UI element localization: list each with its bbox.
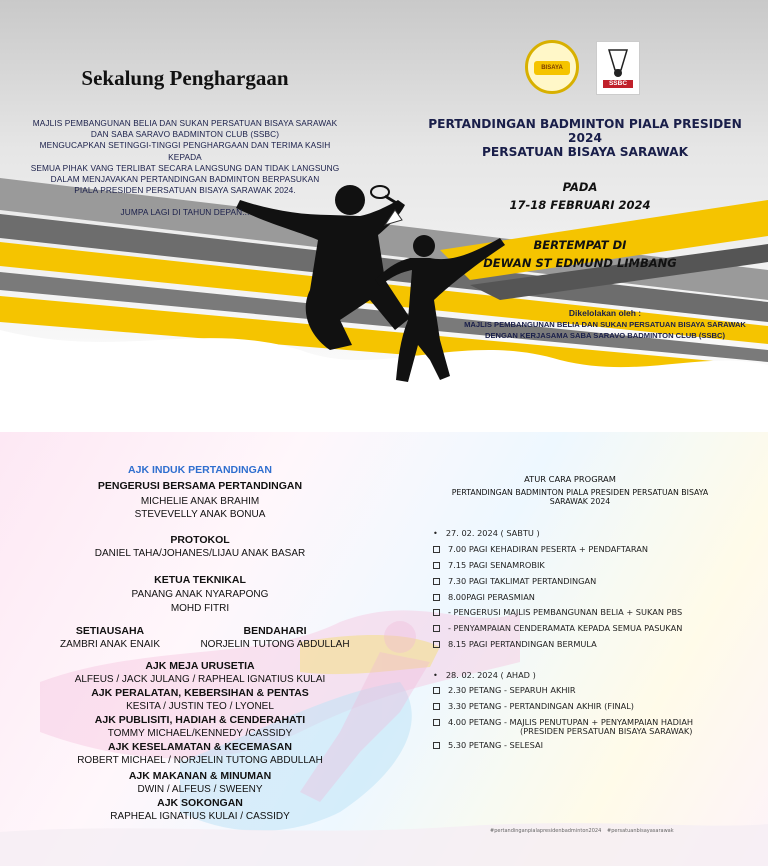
venue-line: BERTEMPAT DI [533, 238, 627, 252]
pada-text: PADA [562, 180, 598, 194]
thanks-line: SEMUA PIHAK VANG TERLIBAT SECARA LANGSUNG DAN TIDAK LANGSUNG [30, 162, 340, 173]
schedule-item-continued: (PRESIDEN PERSATUAN BISAYA SARAWAK) [520, 726, 693, 736]
thanks-line: DALAM MENJAVAKAN PERTANDINGAN BADMINTON BERPASUKAN [50, 174, 320, 185]
teknikal-name: PANANG ANAK NYARAPONG [131, 589, 269, 600]
thanks-message [15, 118, 355, 219]
schedule-item [433, 740, 543, 750]
committee-title: AJK INDUK PERTANDINGAN [128, 464, 272, 476]
thanks-line: MENGUCAPKAN SETINGGI-TINGGI PENGHARGAAN DAN TERIMA KASIH [39, 140, 331, 151]
thanks-line: MAJLIS PEMBANGUNAN BELIA DAN SUKAN PERSATUAN BISAYA SARAWAK [32, 118, 338, 128]
checkbox-icon [433, 594, 440, 601]
checkbox-icon [433, 546, 440, 553]
peralatan-names: KESITA / JUSTIN TEO / LYONEL [126, 701, 274, 712]
publisiti-names: TOMMY MICHAEL/KENNEDY /CASSIDY [107, 728, 293, 739]
bisaya-logo [525, 40, 579, 94]
organiser-line: MAJLIS PEMBANGUNAN BELIA DAN SUKAN PERSATUAN BISAYA SARAWAK [464, 320, 746, 329]
schedule-text: 2.30 PETANG - SEPARUH AKHIR [448, 685, 576, 695]
setiausaha-heading: SETIAUSAHA [75, 625, 145, 637]
hashtag: #persatuanbisayasarawak [607, 828, 674, 834]
schedule-item [433, 576, 596, 586]
page-title: Sekalung Penghargaan [81, 66, 289, 90]
schedule-text: 8.00PAGI PERASMIAN [448, 592, 535, 602]
schedule-item [433, 607, 682, 617]
see-you-text: JUMPA LAGI DI TAHUN DEPAN... [120, 207, 250, 218]
day1-heading: • 27. 02. 2024 ( SABTU ) [433, 528, 540, 538]
schedule-item [433, 544, 648, 554]
schedule-text: 8.15 PAGI PERTANDINGAN BERMULA [448, 639, 597, 649]
day2-heading: • 28. 02. 2024 ( AHAD ) [433, 670, 536, 680]
schedule-text: 7.00 PAGI KEHADIRAN PESERTA + PENDAFTARAN [448, 544, 648, 554]
event-date [470, 178, 690, 214]
event-title-line: PERTANDINGAN BADMINTON PIALA PRESIDEN 2024 [428, 117, 742, 145]
schedule-text: 5.30 PETANG - SELESAI [448, 740, 544, 750]
thanks-line: DAN SABA SARAVO BADMINTON CLUB (SSBC) [90, 129, 280, 140]
sokongan-heading: AJK SOKONGAN [157, 797, 243, 809]
checkbox-icon [433, 609, 440, 616]
bendahari-name: NORJELIN TUTONG ABDULLAH [200, 639, 350, 650]
ssbc-logo-text: SSBC [608, 80, 628, 87]
schedule-text: - PENGERUSI MAJLIS PEMBANGUNAN BELIA + SUKAN PBS [448, 607, 683, 617]
ssbc-logo [596, 41, 640, 95]
schedule-text: - PENYAMPAIAN CENDERAMATA KEPADA SEMUA PASUKAN [448, 623, 683, 633]
bendahari-heading: BENDAHARI [243, 625, 307, 637]
thank-you-page [0, 0, 768, 428]
date-text: 17-18 FEBRUARI 2024 [509, 198, 651, 212]
checkbox-icon [433, 703, 440, 710]
organiser-block [440, 308, 768, 341]
schedule-item [433, 639, 597, 649]
meja-heading: AJK MEJA URUSETIA [145, 660, 255, 672]
setiausaha-name: ZAMBRI ANAK ENAIK [59, 639, 161, 650]
bisaya-logo-text: BISAYA [534, 61, 570, 75]
checkbox-icon [433, 578, 440, 585]
organiser-line: DENGAN KERJASAMA SABA SARAVO BADMINTON CLUB (SSBC) [484, 331, 726, 340]
event-venue [450, 236, 710, 272]
hashtag: #pertandinganpialapresidenbadminton2024 [490, 828, 602, 834]
programme-page [0, 432, 768, 866]
day2-text: 28. 02. 2024 ( AHAD ) [445, 670, 536, 680]
schedule-text: 4.00 PETANG - MAJLIS PENUTUPAN + PENYAMPAIAN HADIAH [448, 717, 694, 727]
thanks-line: KEPADA [168, 151, 202, 162]
keselamatan-heading: AJK KESELAMATAN & KECEMASAN [108, 741, 292, 753]
checkbox-icon [433, 562, 440, 569]
teknikal-heading: KETUA TEKNIKAL [154, 574, 246, 586]
program-title: ATUR CARA PROGRAM [524, 474, 616, 484]
schedule-item [433, 623, 682, 633]
checkbox-icon [433, 625, 440, 632]
schedule-item [433, 560, 545, 570]
makanan-names: DWIN / ALFEUS / SWEENY [137, 784, 263, 795]
teknikal-name: MOHD FITRI [170, 603, 230, 614]
checkbox-icon [433, 742, 440, 749]
pengerusi-name: STEVEVELLY ANAK BONUA [134, 509, 266, 520]
schedule-item [433, 701, 634, 711]
program-subtitle-line: SARAWAK 2024 [549, 496, 611, 506]
schedule-text: 7.15 PAGI SENAMROBIK [448, 560, 545, 570]
schedule-item [433, 685, 576, 695]
protokol-names: DANIEL TAHA/JOHANES/LIJAU ANAK BASAR [94, 548, 306, 559]
keselamatan-names: ROBERT MICHAEL / NORJELIN TUTONG ABDULLAH [77, 755, 323, 766]
schedule-text: 7.30 PAGI TAKLIMAT PERTANDINGAN [448, 576, 597, 586]
peralatan-heading: AJK PERALATAN, KEBERSIHAN & PENTAS [91, 687, 309, 699]
program-subtitle [420, 489, 740, 506]
program-subtitle-line: PERTANDINGAN BADMINTON PIALA PRESIDEN PERSATUAN BISAYA [451, 488, 709, 497]
checkbox-icon [433, 687, 440, 694]
meja-names: ALFEUS / JACK JULANG / RAPHEAL IGNATIUS KULAI [74, 674, 326, 685]
publisiti-heading: AJK PUBLISITI, HADIAH & CENDERAHATI [94, 714, 306, 726]
checkbox-icon [433, 719, 440, 726]
sokongan-names: RAPHEAL IGNATIUS KULAI / CASSIDY [110, 811, 290, 822]
venue-line: DEWAN ST EDMUND LIMBANG [483, 256, 677, 270]
organised-by-label: Dikelolakan oleh : [568, 308, 642, 318]
thanks-line: PIALA PRESIDEN PERSATUAN BISAYA SARAWAK 2024. [74, 185, 296, 196]
event-title-line: PERSATUAN BISAYA SARAWAK [481, 145, 689, 159]
day1-text: 27. 02. 2024 ( SABTU ) [445, 528, 540, 538]
makanan-heading: AJK MAKANAN & MINUMAN [128, 770, 272, 782]
event-title [415, 117, 755, 159]
protokol-heading: PROTOKOL [170, 534, 230, 546]
pengerusi-name: MICHELIE ANAK BRAHIM [140, 496, 260, 507]
pengerusi-heading: PENGERUSI BERSAMA PERTANDINGAN [97, 480, 303, 492]
schedule-item [433, 592, 535, 602]
schedule-text: 3.30 PETANG - PERTANDINGAN AKHIR (FINAL) [448, 701, 634, 711]
checkbox-icon [433, 641, 440, 648]
